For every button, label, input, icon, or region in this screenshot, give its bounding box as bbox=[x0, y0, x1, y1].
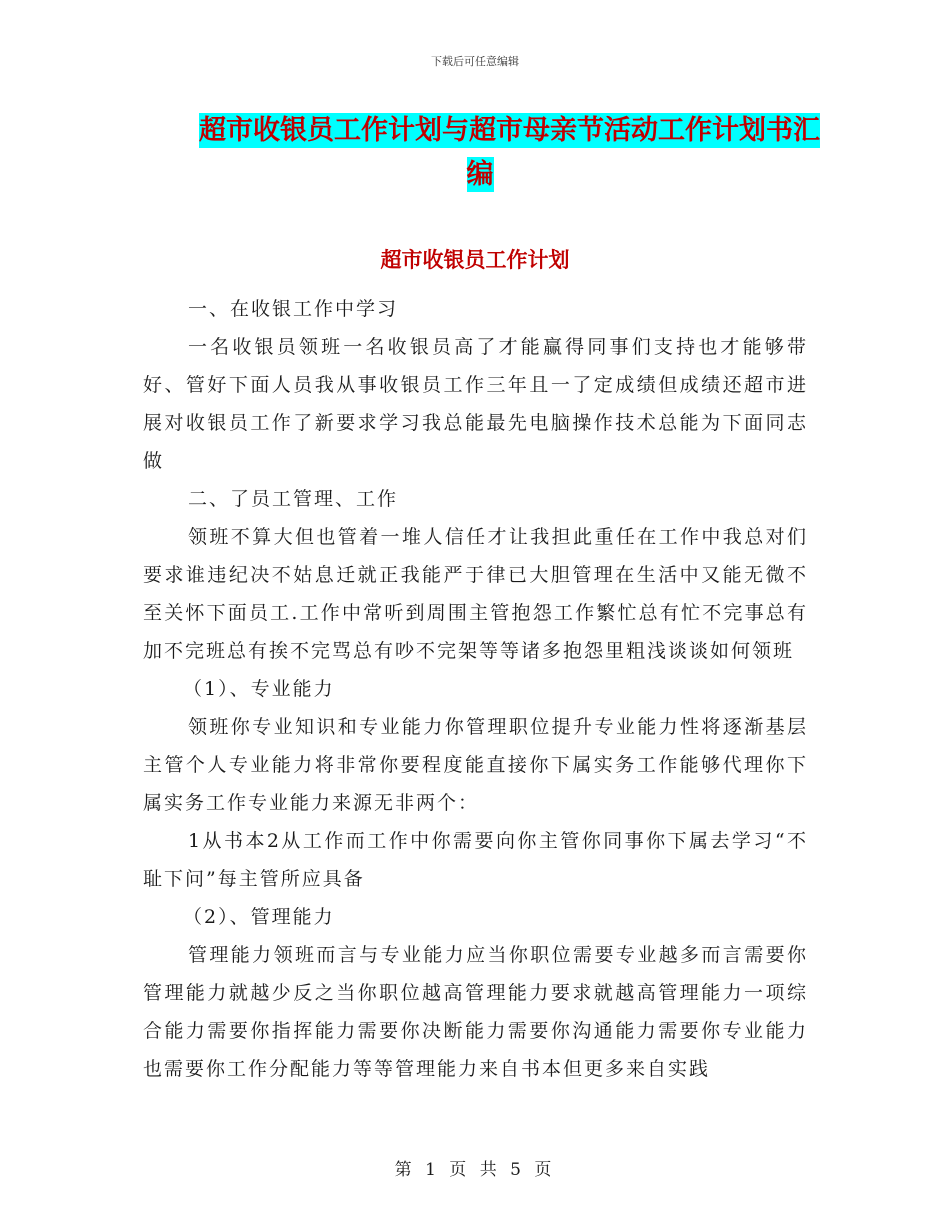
document-title-line1: 超市收银员工作计划与超市母亲节活动工作计划书汇 bbox=[199, 115, 820, 146]
page-footer: 第 1 页 共 5 页 bbox=[394, 1160, 556, 1180]
document-title-line2: 编 bbox=[466, 159, 494, 190]
paragraph: 领班你专业知识和专业能力你管理职位提升专业能力性将逐渐基层主管个人专业能力将非常你要程度能直接你下属实务工作能够代理你下属实务工作专业能力来源无非两个： bbox=[143, 716, 808, 814]
paragraph: 1从书本2从工作而工作中你需要向你主管你同事你下属去学习“不耻下问”每主管所应具备 bbox=[143, 830, 808, 890]
heading-management: 二、了员工管理、工作 bbox=[188, 488, 399, 510]
heading-learning: 一、在收银工作中学习 bbox=[188, 298, 399, 320]
section-title: 超市收银员工作计划 bbox=[380, 248, 570, 272]
paragraph: 领班不算大但也管着一堆人信任才让我担此重任在工作中我总对们要求谁违纪决不姑息迁就正我能严于律已大胆管理在生活中又能无微不至关怀下面员工.工作中常听到周围主管抱怨工作繁忙总有忙不完事总有加不完班总有挨不完骂总有吵不完架等等诸多抱怨里粗浅谈谈如何领班 bbox=[143, 526, 808, 662]
header-note: 下载后可任意编辑 bbox=[431, 55, 519, 68]
body-text bbox=[143, 290, 808, 1088]
subheading-management-ability: （2）、管理能力 bbox=[183, 906, 335, 928]
paragraph: 一名收银员领班一名收银员高了才能赢得同事们支持也才能够带好、管好下面人员我从事收银员工作三年且一了定成绩但成绩还超市进展对收银员工作了新要求学习我总能最先电脑操作技术总能为下面同志做 bbox=[143, 336, 808, 472]
paragraph: 管理能力领班而言与专业能力应当你职位需要专业越多而言需要你管理能力就越少反之当你职位越高管理能力要求就越高管理能力一项综合能力需要你指挥能力需要你决断能力需要你沟通能力需要你专业能力也需要你工作分配能力等等管理能力来自书本但更多来自实践 bbox=[143, 944, 808, 1080]
subheading-professional: （1）、专业能力 bbox=[183, 678, 335, 700]
